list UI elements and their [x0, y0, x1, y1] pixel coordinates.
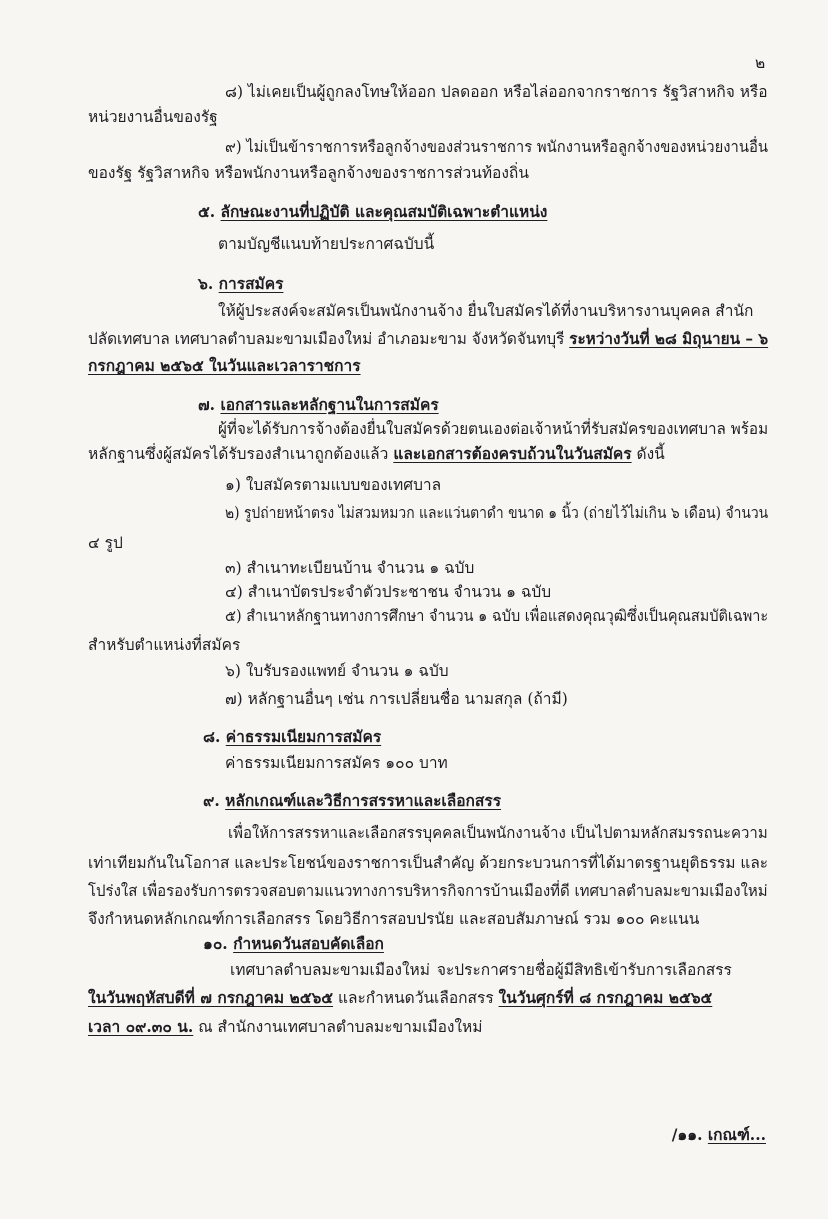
continuation-marker: [672, 1124, 766, 1146]
announcement-date: ในวันพฤหัสบดีที่ ๗ กรกฎาคม ๒๕๖๕: [88, 988, 334, 1007]
page-number: ๒: [755, 54, 766, 72]
document-item-5-line-1: ๕) สำเนาหลักฐานทางการศึกษา จำนวน ๑ ฉบับ เพื่อแสดงคุณวุฒิซึ่งเป็นคุณสมบัติเฉพาะ: [225, 607, 769, 625]
section-9-line-1: เพื่อให้การสรรหาและเลือกสรรบุคคลเป็นพนักงานจ้าง เป็นไปตามหลักสมรรถนะความ: [228, 824, 768, 842]
document-item-5-line-2: สำหรับตำแหน่งที่สมัคร: [88, 636, 241, 654]
section-8-number: ๘.: [203, 727, 221, 746]
section-6-line-3: กรกฎาคม ๒๕๖๕ ในวันและเวลาราชการ: [88, 356, 361, 375]
section-7-number: ๗.: [198, 395, 216, 414]
section-6-heading: [198, 273, 283, 295]
section-7-line-1: ผู้ที่จะได้รับการจ้างต้องยื่นใบสมัครด้วยตนเองต่อเจ้าหน้าที่รับสมัครของเทศบาล พร้อม: [218, 420, 769, 438]
section-6-date-range: ระหว่างวันที่ ๒๘ มิถุนายน – ๖: [569, 329, 769, 348]
section-8-title: ค่าธรรมเนียมการสมัคร: [225, 727, 382, 746]
document-item-6: ๖) ใบรับรองแพทย์ จำนวน ๑ ฉบับ: [225, 662, 449, 680]
section-6-line-2: [88, 328, 768, 350]
section-9-number: ๙.: [203, 791, 220, 810]
section-8-heading: [203, 726, 381, 748]
section-9-line-3: โปร่งใส เพื่อรองรับการตรวจสอบตามแนวทางการบริหารกิจการบ้านเมืองที่ดี เทศบาลตำบลมะขามเมืองใหม่: [88, 882, 768, 900]
document-item-2-line-2: ๔ รูป: [88, 534, 123, 552]
qualification-item-9-line-1: ๙) ไม่เป็นข้าราชการหรือลูกจ้างของส่วนราชการ พนักงานหรือลูกจ้างของหน่วยงานอื่น: [225, 138, 768, 156]
section-7-title: เอกสารและหลักฐานในการสมัคร: [220, 395, 439, 414]
section-9-heading: [203, 790, 501, 812]
section-8-body: ค่าธรรมเนียมการสมัคร ๑๐๐ บาท: [225, 754, 448, 772]
qualification-item-8-line-2: หน่วยงานอื่นของรัฐ: [88, 108, 218, 126]
document-item-2-line-1: ๒) รูปถ่ายหน้าตรง ไม่สวมหมวก และแว่นตาดำ ขนาด ๑ นิ้ว (ถ่ายไว้ไม่เกิน ๖ เดือน) จำนวน: [225, 504, 769, 522]
continuation-prefix: /๑๑.: [671, 1125, 708, 1144]
section-6-title: การสมัคร: [218, 274, 284, 293]
section-7-line-2: [88, 443, 665, 465]
selection-date: ในวันศุกร์ที่ ๘ กรกฎาคม ๒๕๖๕: [498, 988, 713, 1007]
document-item-7: ๗) หลักฐานอื่นๆ เช่น การเปลี่ยนชื่อ นามสกุล (ถ้ามี): [225, 690, 568, 708]
section-10-line-1: เทศบาลตำบลมะขามเมืองใหม่ จะประกาศรายชื่อผู้มีสิทธิเข้ารับการเลือกสรร: [230, 961, 732, 979]
qualification-item-9-line-2: ของรัฐ รัฐวิสาหกิจ หรือพนักงานหรือลูกจ้างของราชการส่วนท้องถิ่น: [88, 164, 529, 182]
section-7-heading: [198, 394, 439, 416]
selection-time: เวลา ๐๙.๓๐ น.: [88, 1017, 194, 1036]
section-10-number: ๑๐.: [203, 934, 228, 953]
document-item-4: ๔) สำเนาบัตรประจำตัวประชาชน จำนวน ๑ ฉบับ: [225, 583, 552, 601]
section-6-number: ๖.: [198, 274, 214, 293]
section-6-line-1: ให้ผู้ประสงค์จะสมัครเป็นพนักงานจ้าง ยื่นใบสมัครได้ที่งานบริหารงานบุคคล สำนัก: [218, 302, 754, 320]
document-item-3: ๓) สำเนาทะเบียนบ้าน จำนวน ๑ ฉบับ: [225, 559, 475, 577]
section-9-line-2: เท่าเทียมกันในโอกาส และประโยชน์ของราชการเป็นสำคัญ ด้วยกระบวนการที่ได้มาตรฐานยุติธรรม และ: [88, 854, 769, 872]
section-6-location: ปลัดเทศบาล เทศบาลตำบลมะขามเมืองใหม่ อำเภอมะขาม จังหวัดจันทบุรี: [88, 330, 570, 348]
qualification-item-8-line-1: ๘) ไม่เคยเป็นผู้ถูกลงโทษให้ออก ปลดออก หรือไล่ออกจากราชการ รัฐวิสาหกิจ หรือ: [225, 83, 768, 101]
section-7-complete-docs-note: และเอกสารต้องครบถ้วนในวันสมัคร: [393, 444, 632, 463]
section-9-title: หลักเกณฑ์และวิธีการสรรหาและเลือกสรร: [225, 791, 502, 810]
section-7-line-2-text: หลักฐานซึ่งผู้สมัครได้รับรองสำเนาถูกต้องแล้ว: [88, 445, 394, 463]
section-10-line-2-text: และกำหนดวันเลือกสรร: [333, 989, 499, 1007]
section-7-line-2-tail: ดังนี้: [631, 445, 665, 463]
section-5-heading: [198, 201, 547, 223]
section-5-title: ลักษณะงานที่ปฏิบัติ และคุณสมบัติเฉพาะตำแหน่ง: [220, 202, 548, 221]
section-5-number: ๕.: [198, 202, 216, 221]
section-9-line-4: จึงกำหนดหลักเกณฑ์การเลือกสรร โดยวิธีการสอบปรนัย และสอบสัมภาษณ์ รวม ๑๐๐ คะแนน: [88, 910, 700, 928]
selection-venue: ณ สำนักงานเทศบาลตำบลมะขามเมืองใหม่: [193, 1018, 483, 1036]
section-5-body: ตามบัญชีแนบท้ายประกาศฉบับนี้: [218, 235, 435, 253]
continuation-label: เกณฑ์...: [707, 1125, 766, 1144]
section-10-heading: [203, 933, 384, 955]
document-item-1: ๑) ใบสมัครตามแบบของเทศบาล: [225, 476, 442, 494]
section-10-line-2: [88, 987, 712, 1009]
section-10-line-3: [88, 1016, 482, 1038]
section-10-title: กำหนดวันสอบคัดเลือก: [233, 934, 384, 953]
